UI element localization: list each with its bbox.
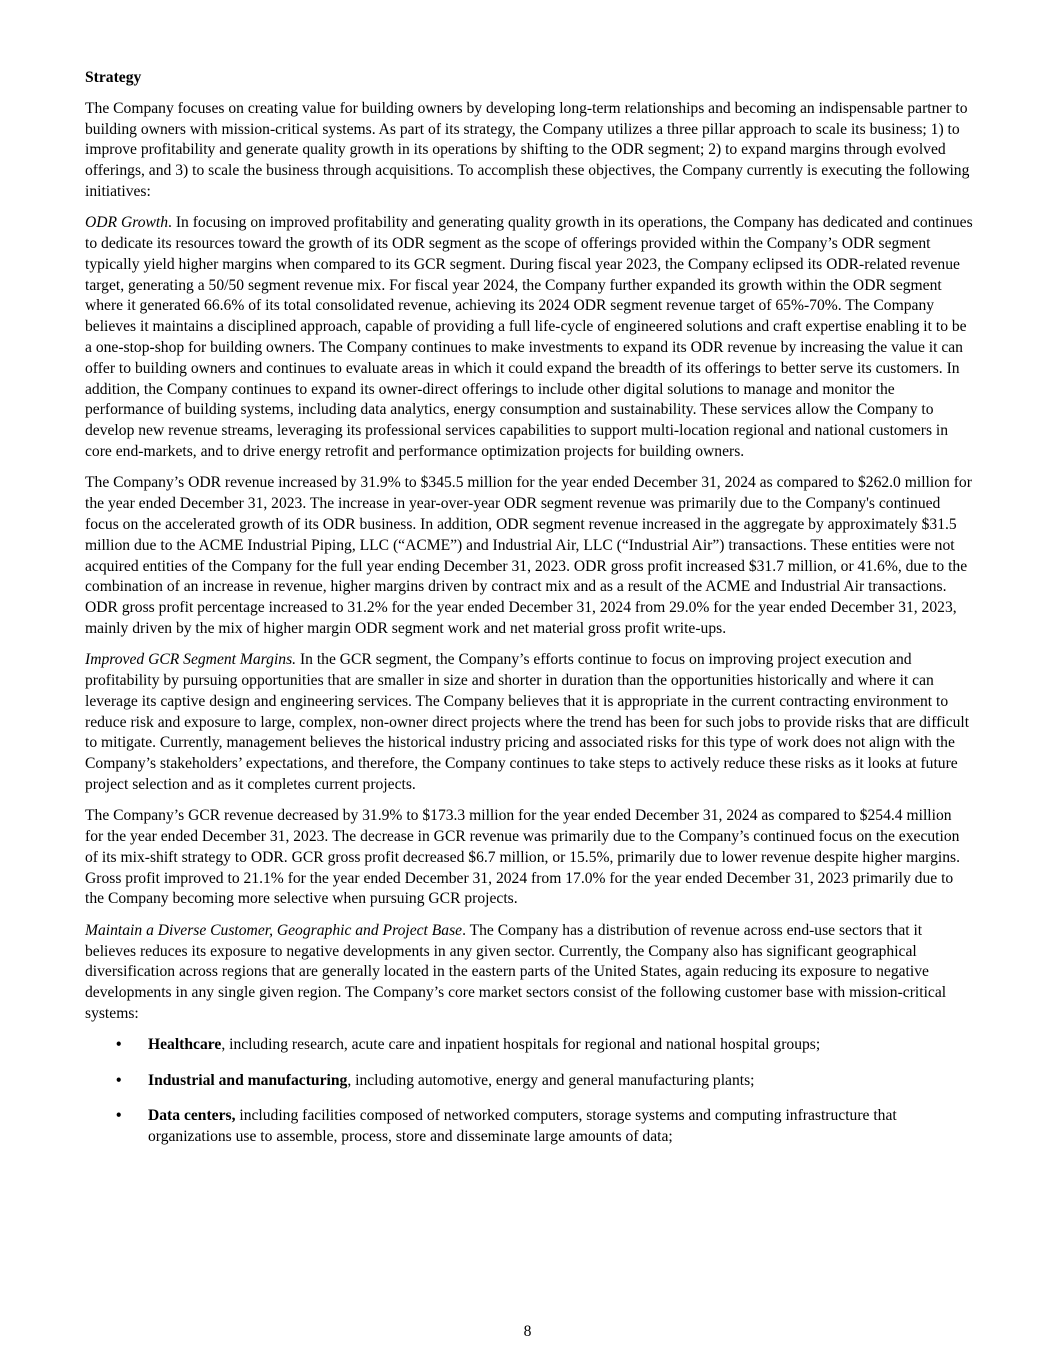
document-page (85, 68, 973, 1162)
paragraph-body: . In focusing on improved profitability and generating quality growth in its operations, the Company has dedicated and continues to dedicate its resources toward the growth of its ODR segment as the scope of offerings provided within the Company’s ODR segment typically yield higher margins when compared to its GCR segment. During fiscal year 2023, the Company eclipsed its ODR-related revenue target, generating a 50/50 segment revenue mix. For fiscal year 2024, the Company further expanded its growth within the ODR segment where it generated 66.6% of its total consolidated revenue, achieving its 2024 ODR segment revenue target of 65%-70%. The Company believes it maintains a disciplined approach, capable of providing a full life-cycle of engineered solutions and craft expertise enabling it to be a one-stop-shop for building owners. The Company continues to make investments to expand its ODR revenue by increasing the value it can offer to building owners and continues to evaluate areas in which it could expand the breadth of its offerings to better serve its customers. In addition, the Company continues to expand its owner-direct offerings to include other digital solutions to manage and monitor the performance of building systems, including data analytics, energy consumption and sustainability. These services allow the Company to develop new revenue streams, leveraging its professional services capabilities to support multi-location regional and national customers in core end-markets, and to drive energy retrofit and performance optimization projects for building owners. (85, 214, 973, 461)
sector-description: , including automotive, energy and general manufacturing plants; (347, 1071, 755, 1089)
paragraph-lead: ODR Growth (85, 214, 169, 232)
sector-description: including facilities composed of networked computers, storage systems and computing infrastructure that organizations use to assemble, process, store and disseminate large amounts of data; (148, 1106, 897, 1145)
bullet-icon: • (116, 1071, 122, 1089)
section-heading: Strategy (85, 69, 142, 86)
paragraph-odr-revenue: The Company’s ODR revenue increased by 31.9% to $345.5 million for the year ended December 31, 2024 as compared to $262.0 million for the year ended December 31, 2023. The increase in year-over-year ODR segment revenue was primarily due to the Company's continued focus on the accelerated growth of its ODR business. In addition, ODR segment revenue increased in the aggregate by approximately $31.5 million due to the ACME Industrial Piping, LLC (“ACME”) and Industrial Air, LLC (“Industrial Air”) transactions. These entities were not acquired entities of the Company for the full year ending December 31, 2023. ODR gross profit increased $31.7 million, or 41.6%, due to the combination of an increase in revenue, higher margins driven by contract mix and as a result of the ACME and Industrial Air transactions. ODR gross profit percentage increased to 31.2% for the year ended December 31, 2024 from 29.0% for the year ended December 31, 2023, mainly driven by the mix of higher margin ODR segment work and net material gross profit write-ups. (85, 474, 972, 637)
paragraph-odr-growth (85, 213, 973, 463)
paragraph-intro: The Company focuses on creating value for building owners by developing long-term relationships and becoming an indispensable partner to building owners with mission-critical systems. As part of its strategy, the Company utilizes a three pillar approach to scale its business; 1) to improve profitability and generate quality growth in its operations by shifting to the ODR segment; 2) to expand margins through evolved offerings, and 3) to scale the business through acquisitions. To accomplish these objectives, the Company currently is executing the following initiatives: (85, 99, 970, 200)
paragraph-lead: Improved GCR Segment Margins. (85, 651, 297, 669)
sector-term: Industrial and manufacturing (148, 1071, 348, 1089)
paragraph-body: In the GCR segment, the Company’s efforts continue to focus on improving project execution and profitability by pursuing opportunities that are smaller in size and shorter in duration than the opportunities historically and where it can leverage its captive design and engineering services. The Company believes that it is appropriate in the current contracting environment to reduce risk and exposure to large, complex, non-owner direct projects where the trend has been for such jobs to provide risks that are difficult to mitigate. Currently, management believes the historical industry pricing and associated risks for this type of work does not align with the Company’s stakeholders’ expectations, and therefore, the Company continues to take steps to actively reduce these risks as it looks at future project selection and as it completes current projects. (85, 651, 970, 793)
sector-term: Healthcare (148, 1036, 222, 1054)
sector-item-data-centers (85, 1106, 973, 1148)
paragraph-body: . The Company has a distribution of revenue across end-use sectors that it believes reduces its exposure to negative developments in any given sector. Currently, the Company also has significant geographical diversification across regions that are generally located in the eastern parts of the United States, again reducing its exposure to negative developments in any single given region. The Company’s core market sectors consist of the following customer base with mission-critical systems: (85, 921, 947, 1022)
bullet-icon: • (116, 1036, 122, 1054)
paragraph-diverse-base (85, 921, 973, 1025)
sector-item-industrial (85, 1071, 973, 1092)
paragraph-gcr-margins (85, 650, 973, 796)
bullet-icon: • (116, 1106, 122, 1124)
sector-description: , including research, acute care and inpatient hospitals for regional and national hospital groups; (221, 1036, 821, 1054)
sector-list (85, 1035, 973, 1147)
paragraph-lead: Maintain a Diverse Customer, Geographic and Project Base (85, 921, 463, 939)
paragraph-gcr-revenue: The Company’s GCR revenue decreased by 31.9% to $173.3 million for the year ended December 31, 2024 as compared to $254.4 million for the year ended December 31, 2023. The decrease in GCR revenue was primarily due to the Company’s continued focus on the execution of its mix-shift strategy to ODR. GCR gross profit decreased $6.7 million, or 15.5%, primarily due to lower revenue despite higher margins. Gross profit improved to 21.1% for the year ended December 31, 2024 from 17.0% for the year ended December 31, 2023 primarily due to the Company becoming more selective when pursuing GCR projects. (85, 807, 960, 908)
page-number: 8 (523, 1323, 532, 1340)
sector-item-healthcare (85, 1035, 973, 1056)
sector-term: Data centers, (148, 1106, 236, 1124)
